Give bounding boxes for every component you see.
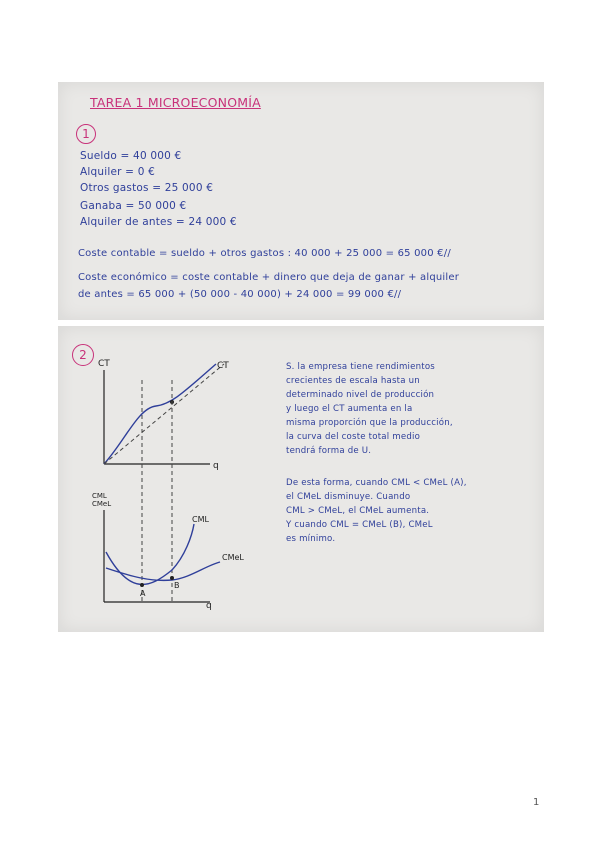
explanation-paragraph-1 [286,360,453,458]
note-line: determinado nivel de producción [286,390,435,400]
data-line: Alquiler = 0 € [80,166,156,178]
note-line: CML > CMeL, el CMeL aumenta. [286,506,430,516]
cmel-curve [106,562,220,580]
note-line: y luego el CT aumenta en la [286,404,413,414]
cost-curves-sketch [90,356,280,616]
x-axis-label-q-bottom: q [206,601,212,611]
point-b-label: B [174,581,180,590]
note-line: tendrá forma de U. [286,446,372,456]
cmel-curve-label: CMeL [222,553,244,562]
point-a-marker [140,583,144,587]
cml-curve-label: CML [192,515,209,524]
note-line: S. la empresa tiene rendimientos [286,362,435,372]
note-line: es mínimo. [286,534,336,544]
note-line: la curva del coste total medio [286,432,421,442]
ct-tangent-dashed [104,364,224,464]
note-line: Y cuando CML = CMeL (B), CMeL [286,520,433,530]
y-axis-label-ct: CT [98,359,110,369]
data-line: Ganaba = 50 000 € [80,200,187,212]
page-title: TAREA 1 MICROECONOMÍA [90,95,261,110]
cml-curve [106,524,194,584]
point-a-label: A [140,589,146,598]
y-axis-label-cmel: CMeL [92,500,112,508]
data-line: Alquiler de antes = 24 000 € [80,216,237,228]
note-line: el CMeL disminuye. Cuando [286,492,411,502]
ct-curve-label: CT [217,361,229,371]
data-line: Sueldo = 40 000 € [80,150,182,162]
page-number: 1 [533,797,540,808]
formula-coste-economico-line2: de antes = 65 000 + (50 000 - 40 000) + 24 000 = 99 000 €// [78,289,402,300]
photo-section-2 [58,326,544,632]
note-line: De esta forma, cuando CML < CMeL (A), [286,478,467,488]
note-line: misma proporción que la producción, [286,418,453,428]
ct-curve [104,364,216,464]
section-number-1: 1 [76,124,96,144]
formula-coste-economico-line1: Coste económico = coste contable + dinero que deja de ganar + alquiler [78,272,460,283]
formula-coste-contable: Coste contable = sueldo + otros gastos : 40 000 + 25 000 = 65 000 €// [78,248,451,259]
explanation-paragraph-2 [286,476,467,546]
average-cost-graph [92,492,244,611]
x-axis-label-q: q [213,461,219,471]
y-axis-label-cml: CML [92,492,107,500]
section-number-2: 2 [72,344,94,366]
photo-section-1 [58,82,544,320]
point-b-marker [170,576,174,580]
note-line: crecientes de escala hasta un [286,376,420,386]
total-cost-graph [98,359,229,471]
data-line: Otros gastos = 25 000 € [80,182,214,194]
